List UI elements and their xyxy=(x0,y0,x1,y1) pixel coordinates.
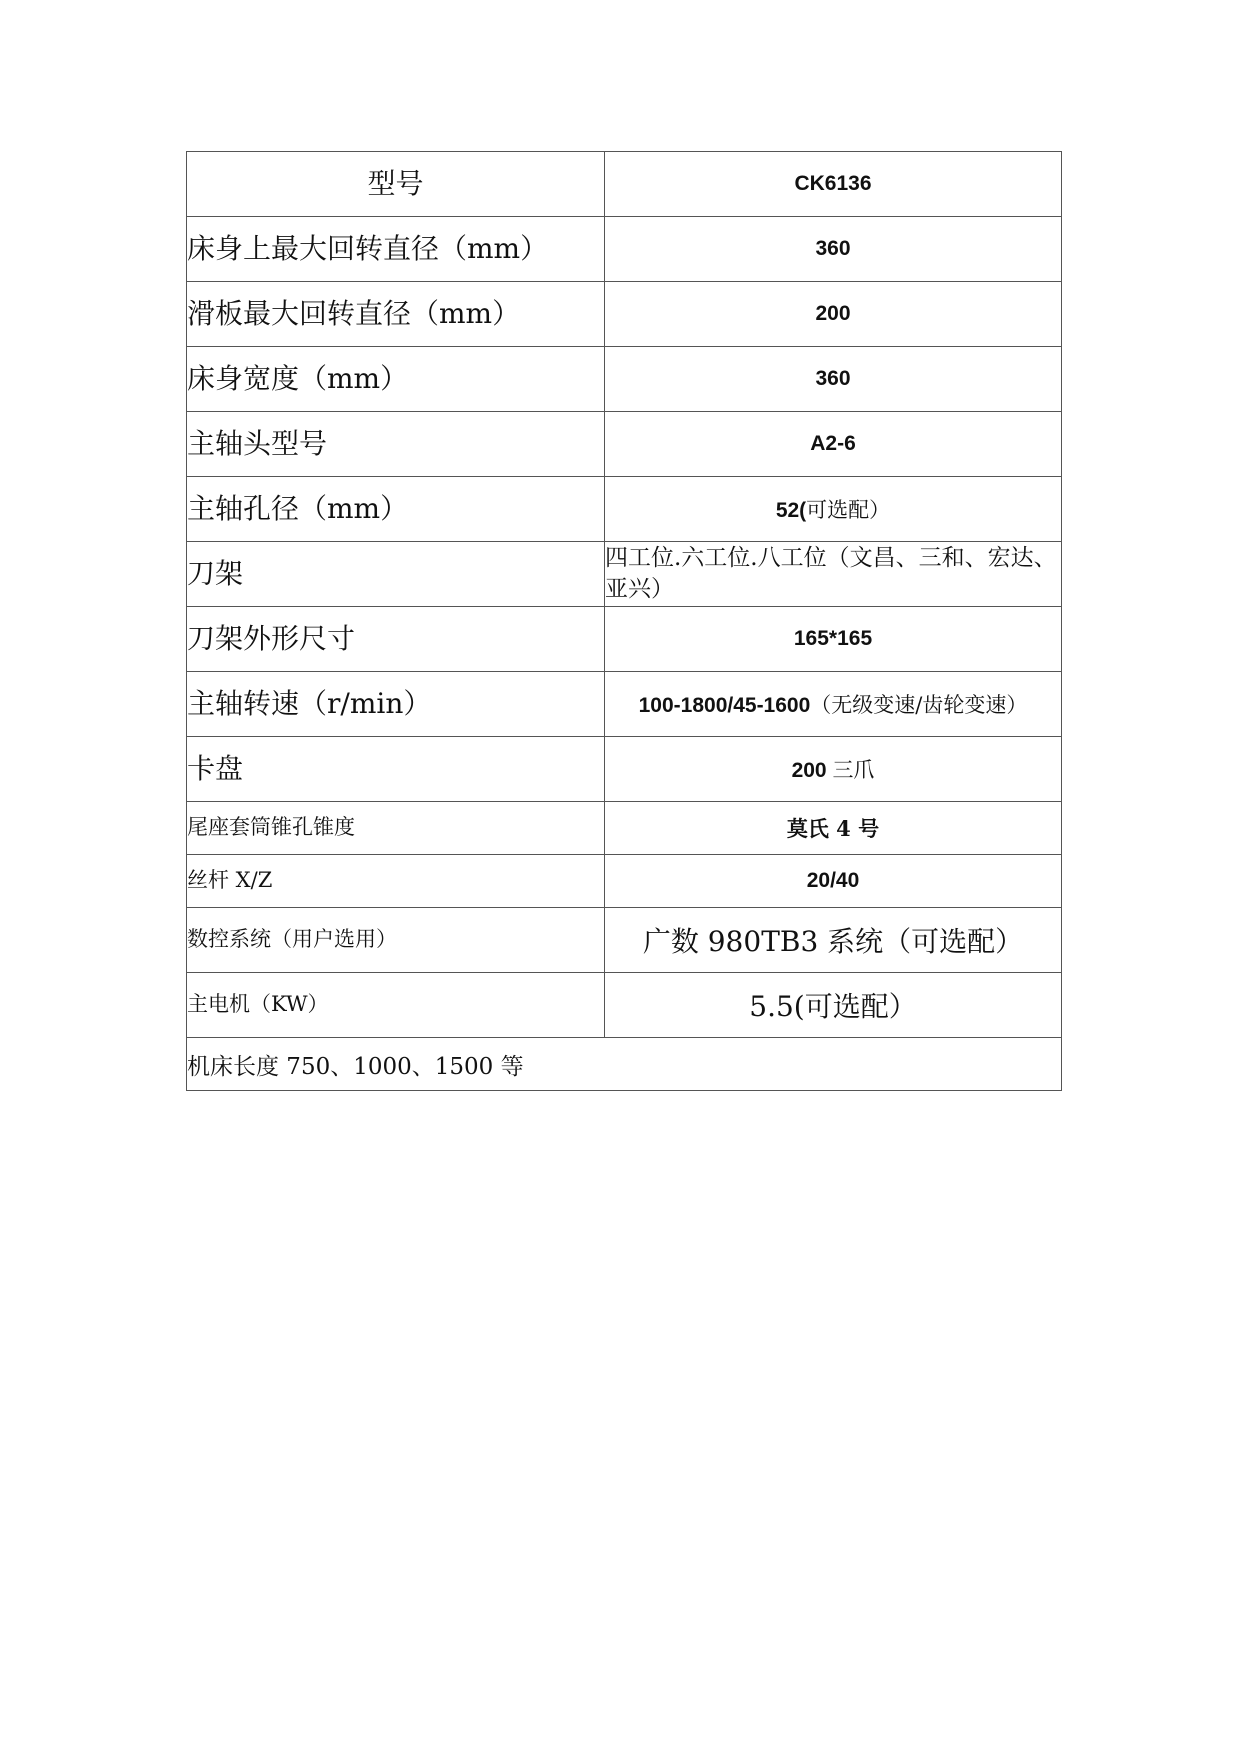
row-label-max-swing-over-bed: 床身上最大回转直径（mm） xyxy=(187,217,605,282)
row-label-max-swing-over-slide: 滑板最大回转直径（mm） xyxy=(187,282,605,347)
table-row xyxy=(187,477,1062,542)
table-row xyxy=(187,973,1062,1038)
row-label-bed-width: 床身宽度（mm） xyxy=(187,347,605,412)
row-label-spindle-nose: 主轴头型号 xyxy=(187,412,605,477)
table-row xyxy=(187,802,1062,855)
row-label-tailstock-taper: 尾座套筒锥孔锥度 xyxy=(187,802,605,855)
table-row xyxy=(187,152,1062,217)
row-label-main-motor: 主电机（KW） xyxy=(187,973,605,1038)
value-text: 可选配） xyxy=(806,498,891,522)
table-row xyxy=(187,217,1062,282)
spec-table xyxy=(186,151,1062,1091)
row-label-chuck: 卡盘 xyxy=(187,737,605,802)
row-value-max-swing-over-slide: 200 xyxy=(605,282,1062,347)
row-value-spindle-nose: A2-6 xyxy=(605,412,1062,477)
value-number: 200 xyxy=(791,759,833,782)
table-row xyxy=(187,282,1062,347)
table-row xyxy=(187,347,1062,412)
table-row xyxy=(187,1038,1062,1091)
row-value-spindle-bore xyxy=(605,477,1062,542)
row-value-cnc-system: 广数 980TB3 系统（可选配） xyxy=(605,908,1062,973)
row-value-tool-post: 四工位.六工位.八工位（文昌、三和、宏达、亚兴） xyxy=(605,542,1062,607)
row-value-bed-width: 360 xyxy=(605,347,1062,412)
row-value-spindle-speed xyxy=(605,672,1062,737)
row-label-model: 型号 xyxy=(187,152,605,217)
value-text: （无级变速/齿轮变速） xyxy=(810,693,1028,717)
row-value-max-swing-over-bed: 360 xyxy=(605,217,1062,282)
machine-length-note: 机床长度 750、1000、1500 等 xyxy=(187,1038,1062,1091)
table-row xyxy=(187,412,1062,477)
table-row xyxy=(187,672,1062,737)
row-label-tool-post-size: 刀架外形尺寸 xyxy=(187,607,605,672)
row-value-tool-post-size: 165*165 xyxy=(605,607,1062,672)
row-label-spindle-bore: 主轴孔径（mm） xyxy=(187,477,605,542)
row-value-lead-screw: 20/40 xyxy=(605,855,1062,908)
row-value-chuck xyxy=(605,737,1062,802)
table-row xyxy=(187,542,1062,607)
row-label-spindle-speed: 主轴转速（r/min） xyxy=(187,672,605,737)
row-label-lead-screw: 丝杆 X/Z xyxy=(187,855,605,908)
row-label-tool-post: 刀架 xyxy=(187,542,605,607)
value-number: 100-1800/45-1600 xyxy=(638,694,811,717)
row-value-main-motor: 5.5(可选配） xyxy=(605,973,1062,1038)
row-label-cnc-system: 数控系统（用户选用） xyxy=(187,908,605,973)
row-value-tailstock-taper: 莫氏 4 号 xyxy=(605,802,1062,855)
value-number: 52( xyxy=(775,499,807,522)
table-row xyxy=(187,607,1062,672)
value-text: 三爪 xyxy=(832,758,875,782)
table-row xyxy=(187,855,1062,908)
row-value-model: CK6136 xyxy=(605,152,1062,217)
table-row xyxy=(187,908,1062,973)
table-row xyxy=(187,737,1062,802)
